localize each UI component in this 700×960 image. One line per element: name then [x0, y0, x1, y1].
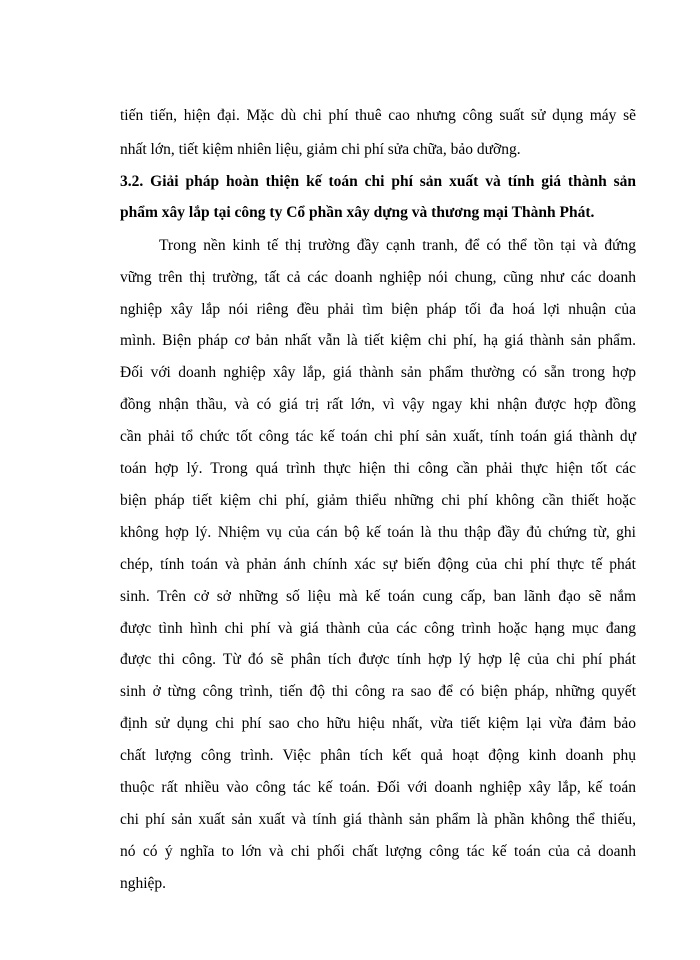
body-line: được tình hình chi phí và giá thành của các công trình hoặc hạng mục đang: [120, 620, 636, 637]
body-line: nhất lớn, tiết kiệm nhiên liệu, giảm chi phí sửa chữa, bảo dưỡng.: [120, 141, 521, 158]
body-line: định sử dụng chi phí sao cho hữu hiệu nhất, vừa tiết kiệm lại vừa đảm bảo: [120, 715, 636, 732]
body-line: Đối với doanh nghiệp xây lắp, giá thành sản phẩm thường có sẵn trong hợp: [120, 364, 636, 381]
body-line: không hợp lý. Nhiệm vụ của cán bộ kế toán là thu thập đầy đủ chứng từ, ghi: [120, 524, 636, 541]
body-line: thuộc rất nhiều vào công tác kế toán. Đối với doanh nghiệp xây lắp, kế toán: [120, 779, 636, 796]
body-line: được thi công. Từ đó sẽ phân tích được tính hợp lý hợp lệ của chi phí phát: [120, 651, 636, 668]
body-line: chép, tính toán và phản ánh chính xác sự biến động của chi phí thực tế phát: [120, 556, 636, 573]
body-line: biện pháp tiết kiệm chi phí, giảm thiểu những chi phí không cần thiết hoặc: [120, 492, 636, 509]
body-line: chi phí sản xuất sản xuất và tính giá thành sản phẩm là phần không thể thiếu,: [120, 811, 636, 828]
body-line: đồng nhận thầu, và có giá trị rất lớn, vì vậy ngay khi nhận được hợp đồng: [120, 396, 636, 413]
body-line: chất lượng công trình. Việc phân tích kết quả hoạt động kinh doanh phụ: [120, 747, 636, 764]
body-line: sinh. Trên cở sở những số liệu mà kế toán cung cấp, ban lãnh đạo sẽ nắm: [120, 588, 636, 605]
body-line: vững trên thị trường, tất cả các doanh nghiệp nói chung, cũng như các doanh: [120, 269, 636, 286]
section-heading-line: phẩm xây lắp tại công ty Cổ phần xây dựng và thương mại Thành Phát.: [120, 204, 595, 221]
body-line: mình. Biện pháp cơ bản nhất vẫn là tiết kiệm chi phí, hạ giá thành sản phẩm.: [120, 332, 636, 349]
body-line: toán hợp lý. Trong quá trình thực hiện thi công cần phải thực hiện tốt các: [120, 460, 636, 477]
body-line: nó có ý nghĩa to lớn và chi phối chất lượng công tác kế toán của cả doanh: [120, 843, 636, 860]
body-line: nghiệp xây lắp nói riêng đều phải tìm biện pháp tối đa hoá lợi nhuận của: [120, 301, 636, 318]
body-line: nghiệp.: [120, 875, 167, 892]
body-line: cần phải tổ chức tốt công tác kế toán chi phí sản xuất, tính toán giá thành dự: [120, 428, 636, 445]
body-line: sinh ở từng công trình, tiến độ thi công ra sao để có biện pháp, những quyết: [120, 683, 636, 700]
paragraph-first-line: Trong nền kinh tế thị trường đầy cạnh tranh, để có thể tồn tại và đứng: [159, 237, 636, 254]
body-line: tiến tiến, hiện đại. Mặc dù chi phí thuê cao nhưng công suất sử dụng máy sẽ: [120, 107, 636, 124]
section-heading-line: 3.2. Giải pháp hoàn thiện kế toán chi phí sản xuất và tính giá thành sản: [120, 173, 636, 190]
